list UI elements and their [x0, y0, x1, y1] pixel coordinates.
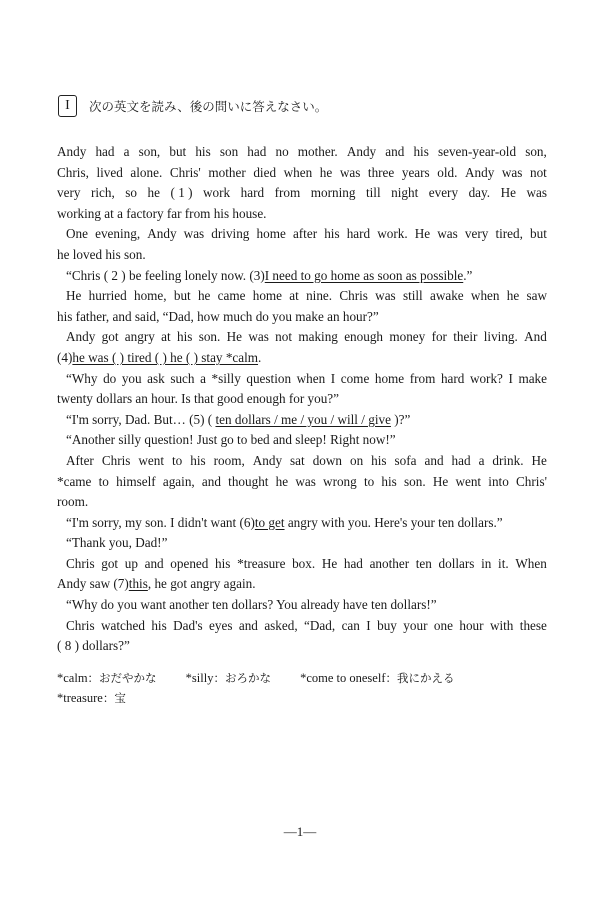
passage-word: thought [228, 473, 269, 489]
passage-word: he [275, 473, 289, 489]
passage-word: work [203, 185, 231, 201]
passage-word: watched [100, 617, 145, 633]
passage-word: very [57, 185, 81, 201]
passage-word: night [391, 185, 419, 201]
passage-word: hour [459, 617, 484, 633]
passage-word: had [343, 555, 363, 571]
passage-word: was [183, 226, 205, 242]
passage-word: *silly [211, 370, 241, 386]
passage-line [57, 266, 547, 287]
passage-word: Chris' [169, 164, 201, 180]
vocab-separator: ： [102, 691, 115, 705]
passage-word: but [169, 144, 187, 159]
passage-word: so [125, 185, 138, 201]
vocab-item [57, 668, 157, 688]
vocab-term: *come to oneself [300, 671, 386, 685]
passage-word: again, [162, 473, 195, 489]
passage-word: on [349, 452, 364, 468]
passage-line [57, 183, 547, 204]
passage-word: his [324, 226, 340, 242]
passage-line: he loved his son. [57, 246, 146, 262]
vocab-term: *silly [185, 671, 214, 685]
passage-word: He [531, 452, 547, 468]
passage-word: He [226, 329, 243, 345]
passage-line: room. [57, 494, 89, 510]
passage-word: morning [310, 185, 356, 201]
passage-word: and [424, 452, 444, 468]
passage-word: into [488, 473, 509, 489]
passage-word: and [238, 617, 258, 633]
passage-word: angry [124, 329, 155, 345]
passage-word: He [66, 288, 82, 304]
passage-word: one [433, 617, 453, 633]
underlined-phrase: he was ( ) tired ( ) he ( ) stay *calm [72, 349, 259, 365]
passage-word: driving [211, 226, 250, 242]
passage-word: to [363, 473, 375, 489]
passage-word: hard [346, 226, 371, 242]
passage-line [57, 574, 547, 595]
passage-word: it. [498, 555, 509, 571]
passage-word: When [515, 555, 547, 571]
passage-word: money [389, 329, 426, 345]
page-number: —1— [283, 824, 317, 839]
passage-line: working at a factory far from his house. [57, 205, 267, 221]
passage-word: Andy [464, 164, 495, 180]
passage-word: living. [483, 329, 518, 345]
passage-line: “Why do you want another ten dollars? You already have ten dollars!” [66, 597, 437, 613]
passage-line [57, 142, 547, 163]
passage-word: ten [415, 555, 432, 571]
passage-word: hurried [88, 288, 127, 304]
passage-word: hard [440, 370, 465, 386]
passage-word: room, [213, 452, 245, 468]
passage-word: was [375, 288, 396, 304]
passage-text: , he got angry again. [147, 576, 256, 592]
passage-word: making [298, 329, 338, 345]
passage-word: Dad's [173, 617, 203, 633]
passage-line [57, 327, 547, 348]
passage-text: angry with you. Here's your ten dollars.” [284, 514, 503, 530]
passage-word: alone. [130, 164, 163, 180]
passage-word: ( 1 ) [170, 185, 193, 201]
passage-word: I [508, 370, 513, 386]
passage-word: son. [198, 329, 221, 345]
passage-word: and [385, 144, 405, 159]
passage-word: evening, [95, 226, 141, 242]
passage-word: at [289, 288, 299, 304]
passage-word: with [489, 617, 514, 633]
passage-word: he [147, 185, 160, 201]
vocab-item [186, 668, 271, 688]
section-number: I [65, 98, 70, 113]
passage-word: was [248, 329, 269, 345]
vocab-meaning: 宝 [114, 691, 126, 705]
passage-word: do [103, 370, 117, 386]
passage-word: your [403, 617, 428, 633]
passage-line [57, 286, 547, 307]
passage-word: was [437, 226, 458, 242]
passage-text: )?” [390, 411, 411, 427]
passage-word: Andy [66, 329, 96, 345]
passage-text: “I'm sorry, Dad. But… (5) ( [66, 411, 216, 427]
passage-word: ask [147, 370, 165, 386]
passage-word: he [506, 288, 520, 304]
passage-word: I [330, 370, 336, 386]
passage-word: box. [292, 555, 316, 571]
vocab-separator: ： [385, 671, 397, 685]
underlined-phrase: I need to go home as soon as possible [264, 267, 464, 283]
passage-word: come [340, 370, 370, 386]
passage-word: Andy [252, 452, 283, 468]
passage-word: was [295, 473, 316, 489]
passage-word: very [464, 226, 489, 242]
passage-text: “I'm sorry, my son. I didn't want (6) [66, 514, 255, 530]
vocab-meaning: 我にかえる [396, 671, 455, 685]
passage-line: “Thank you, Dad!” [66, 535, 168, 551]
passage-word: enough [344, 329, 384, 345]
passage-word: three [367, 164, 395, 180]
passage-line [57, 451, 547, 472]
passage-line: ( 8 ) dollars?” [57, 638, 130, 654]
passage-word: mother. [297, 144, 338, 159]
passage-word: his [371, 452, 387, 468]
passage-word: and [144, 555, 164, 571]
vocab-item [57, 688, 126, 708]
passage-word: drink. [492, 452, 524, 468]
vocab-item [300, 668, 454, 688]
passage-word: make [518, 370, 547, 386]
passage-word: day. [468, 185, 491, 201]
passage-word: work? [469, 370, 503, 386]
reading-passage [57, 142, 547, 657]
underlined-phrase: to get [254, 514, 285, 530]
passage-word: a [200, 370, 206, 386]
passage-word: One [66, 226, 88, 242]
passage-word: mother [208, 164, 246, 180]
vocab-meaning: おろかな [224, 671, 271, 685]
passage-word: He [414, 226, 431, 242]
passage-word: got [101, 329, 119, 345]
passage-word: “Dad, [304, 617, 336, 633]
passage-word: can [341, 617, 360, 633]
vocab-separator: ： [87, 671, 100, 685]
passage-word: Chris, [57, 164, 89, 180]
passage-word: not [275, 329, 293, 345]
passage-word: he [319, 164, 333, 180]
passage-word: He [432, 473, 449, 489]
passage-text: Andy saw (7) [57, 576, 129, 592]
passage-word: and [201, 473, 221, 489]
passage-word: his [215, 555, 231, 571]
passage-word: Andy [57, 144, 87, 159]
passage-word: he [197, 288, 211, 304]
passage-word: but [173, 288, 191, 304]
passage-text: “Chris ( 2 ) be feeling lonely now. (3) [66, 267, 265, 283]
passage-word: in [481, 555, 492, 571]
passage-word: home [256, 226, 286, 242]
passage-word: lived [96, 164, 123, 180]
passage-word: He [500, 185, 516, 201]
passage-word: After [66, 452, 94, 468]
underlined-phrase: ten dollars / me / you / will / give [215, 411, 391, 427]
passage-line [57, 369, 547, 390]
passage-word: I [366, 617, 371, 633]
passage-word: his [190, 452, 206, 468]
vocab-meaning: おだやかな [99, 671, 157, 685]
passage-line [57, 472, 547, 493]
passage-word: from [274, 185, 301, 201]
passage-word: saw [526, 288, 547, 304]
passage-word: sat [290, 452, 305, 468]
passage-word: dollars [438, 555, 475, 571]
passage-word: at [161, 329, 171, 345]
passage-word: got [101, 555, 119, 571]
passage-line [57, 224, 547, 245]
passage-word: sofa [394, 452, 417, 468]
passage-word: Andy [147, 226, 177, 242]
passage-word: had [451, 452, 471, 468]
passage-text: .” [463, 267, 473, 283]
vocab-term: *calm [57, 671, 88, 685]
vocab-term: *treasure [57, 691, 103, 705]
passage-word: opened [170, 555, 209, 571]
passage-word: awake [429, 288, 464, 304]
passage-word: eyes [209, 617, 233, 633]
passage-word: Chris [66, 617, 95, 633]
passage-word: Chris [66, 555, 95, 571]
passage-word: work. [377, 226, 408, 242]
section-instruction: 次の英文を読み、後の問いに答えなさい。 [89, 99, 328, 114]
passage-word: asked, [264, 617, 298, 633]
passage-word: Andy [346, 144, 377, 159]
passage-line [57, 348, 547, 369]
passage-word: no [275, 144, 289, 159]
passage-word: Chris [101, 452, 131, 468]
passage-word: was [526, 185, 547, 201]
passage-word: nine. [306, 288, 333, 304]
passage-word: himself [116, 473, 156, 489]
passage-word: came [217, 288, 246, 304]
passage-word: died [253, 164, 277, 180]
passage-word: had [247, 144, 267, 159]
passage-word: his [195, 144, 211, 159]
passage-word: buy [377, 617, 397, 633]
passage-word: you [121, 370, 142, 386]
passage-word: every [428, 185, 459, 201]
passage-word: when [283, 164, 313, 180]
passage-word: still [402, 288, 423, 304]
passage-word: these [519, 617, 547, 633]
passage-word: had [95, 144, 115, 159]
passage-word: hard [240, 185, 265, 201]
passage-line [57, 513, 547, 534]
passage-word: when [470, 288, 500, 304]
passage-line [57, 616, 547, 637]
passage-word: a [478, 452, 485, 468]
passage-word: till [365, 185, 381, 201]
passage-line: “Another silly question! Just go to bed and sleep! Right now!” [66, 432, 396, 448]
passage-word: tired, [495, 226, 523, 242]
passage-word: to [98, 473, 109, 489]
passage-word: his [381, 473, 397, 489]
passage-word: old. [437, 164, 458, 180]
vocabulary-notes [57, 668, 480, 708]
passage-word: his [151, 617, 167, 633]
passage-word: son, [138, 144, 161, 159]
passage-word: his [413, 144, 429, 159]
vocab-row [57, 688, 480, 708]
passage-word: was [339, 164, 361, 180]
passage-text: (4) [57, 349, 73, 365]
passage-line [57, 410, 547, 431]
passage-word: Chris [339, 288, 368, 304]
passage-word: “Why [66, 370, 98, 386]
section-header [58, 95, 327, 117]
passage-word: his [176, 329, 193, 345]
passage-word: home [252, 288, 283, 304]
passage-word: to [172, 452, 183, 468]
passage-word: He [321, 555, 338, 571]
passage-word: years [401, 164, 430, 180]
passage-word: for [431, 329, 447, 345]
passage-word: home, [133, 288, 167, 304]
vocab-row [57, 668, 480, 688]
passage-word: another [369, 555, 410, 571]
passage-word: rich, [90, 185, 115, 201]
underlined-phrase: this [128, 576, 148, 592]
passage-word: not [529, 164, 547, 180]
passage-word: *treasure [237, 555, 286, 571]
passage-word: up [124, 555, 138, 571]
passage-word: a [123, 144, 130, 159]
passage-word: home [374, 370, 405, 386]
passage-word: went [138, 452, 165, 468]
passage-word: from [409, 370, 436, 386]
passage-word: wrong [323, 473, 357, 489]
passage-text: . [258, 349, 262, 365]
passage-word: when [296, 370, 326, 386]
passage-word: went [455, 473, 482, 489]
passage-word: son, [525, 144, 547, 159]
passage-word: down [312, 452, 342, 468]
passage-word: their [453, 329, 478, 345]
passage-word: question [246, 370, 292, 386]
passage-word: such [170, 370, 195, 386]
section-number-box [58, 95, 77, 117]
passage-line: his father, and said, “Dad, how much do you make an hour?” [57, 308, 379, 324]
passage-word: Chris' [516, 473, 547, 489]
passage-word: And [524, 329, 547, 345]
passage-word: seven-year-old [437, 144, 517, 159]
vocab-separator: ： [213, 671, 225, 685]
passage-line [57, 554, 547, 575]
passage-word: but [530, 226, 547, 242]
passage-line: twenty dollars an hour. Is that good enough for you?” [57, 391, 340, 407]
passage-word: son [219, 144, 239, 159]
passage-line [57, 163, 547, 184]
passage-word: *came [57, 473, 92, 489]
passage-word: after [292, 226, 318, 242]
passage-word: son. [404, 473, 426, 489]
passage-word: was [501, 164, 523, 180]
